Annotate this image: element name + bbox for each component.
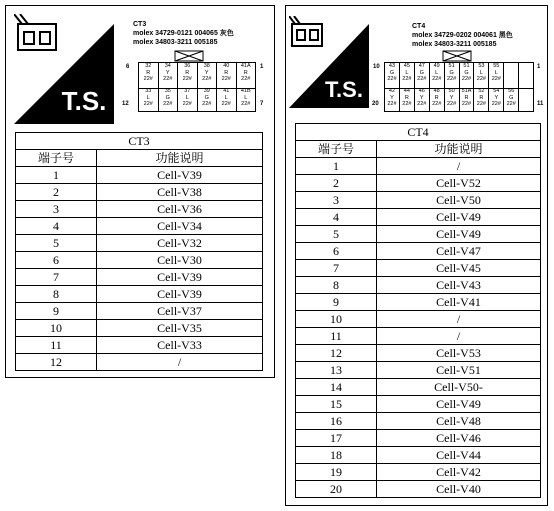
terminal-number: 8 [296,277,377,294]
table-row [16,269,263,286]
table-row [16,337,263,354]
pin-cell: 39 G 22# [198,88,218,112]
table-row [16,252,263,269]
terminal-number: 5 [16,235,97,252]
table-row [16,320,263,337]
pin-cell: 55 L 22# [489,63,504,88]
function-description: Cell-V39 [97,269,263,286]
terminal-number: 18 [296,447,377,464]
pin-cell: 41B L 22# [240,88,251,107]
side-number-right-top: 1 [260,64,264,70]
function-description: Cell-V51 [377,362,541,379]
terminal-number: 4 [16,218,97,235]
function-description: Cell-V38 [97,184,263,201]
connector-part-line-2: molex 34803-3211 005185 [412,41,497,48]
pin-cell: 41A R 22# [240,63,251,82]
ts-logo [14,14,114,124]
table-row [296,260,541,277]
table-row [296,447,541,464]
terminal-number: 17 [296,430,377,447]
table-row [296,345,541,362]
table-row [296,175,541,192]
col-header-terminal: 端子号 [16,150,97,167]
pin-diagram [138,62,256,112]
table-row [296,379,541,396]
ts-logo [289,16,369,108]
function-description: Cell-V35 [97,320,263,337]
table-row [296,294,541,311]
terminal-number: 11 [16,337,97,354]
function-description: Cell-V39 [97,167,263,184]
connector-part-line-1: molex 34729-0202 004061 黑色 [412,32,513,39]
pin-function-table [15,132,263,371]
pin-cell: 51 G 22# [445,63,460,88]
function-description: Cell-V53 [377,345,541,362]
connector-title [412,22,513,49]
connector-name: CT4 [412,23,426,30]
side-number-right-bottom: 7 [260,101,264,107]
col-header-function: 功能说明 [97,150,263,167]
logo-text: T.S. [325,77,363,102]
pin-cell: 53 L 22# [474,63,489,88]
terminal-number: 14 [296,379,377,396]
function-description: Cell-V32 [97,235,263,252]
connector-title [133,20,234,47]
terminal-number: 19 [296,464,377,481]
connector-latch-icon [174,50,204,62]
table-row [296,362,541,379]
function-description: Cell-V50 [377,192,541,209]
function-description: Cell-V33 [97,337,263,354]
col-header-terminal: 端子号 [296,141,377,158]
pin-cell: 38 Y 22# [198,63,218,88]
pin-row-top [385,63,533,89]
function-description: Cell-V49 [377,209,541,226]
terminal-number: 6 [296,243,377,260]
pin-cell: 50 Y 22# [445,88,460,112]
function-description: Cell-V52 [377,175,541,192]
connector-part-line-2: molex 34803-3211 005185 [133,39,218,46]
terminal-number: 9 [16,303,97,320]
ts-logo-graphic [14,14,114,124]
table-row [296,158,541,175]
pin-cell: 46 Y 22# [415,88,430,112]
terminal-number: 11 [296,328,377,345]
function-description: / [377,328,541,345]
table-row [296,396,541,413]
pin-diagram [384,62,534,112]
table-row [296,311,541,328]
function-description: Cell-V50- [377,379,541,396]
connector-latch-icon [442,50,472,62]
table-row [16,303,263,320]
logo-text: T.S. [61,86,107,116]
table-row [296,243,541,260]
table-row [16,218,263,235]
pin-cell: 47 G 22# [415,63,430,88]
table-row [296,413,541,430]
table-row [296,277,541,294]
table-row [296,481,541,498]
pin-cell: 52 R 22# [474,88,489,112]
side-number-left-bottom: 12 [122,101,129,107]
pin-cell: 51A R 22# [460,88,475,112]
side-number-left-top: 6 [126,64,130,70]
terminal-number: 10 [16,320,97,337]
pin-cell: 49 L 22# [430,63,445,88]
pin-cell: 45 L 22# [400,63,415,88]
pin-cell: 48 R 22# [430,88,445,112]
function-description: / [97,354,263,371]
pin-cell: 40 R 22# [217,63,237,88]
pin-cell: 54 Y 22# [489,88,504,112]
terminal-number: 7 [296,260,377,277]
terminal-number: 20 [296,481,377,498]
pin-cell: 32 R 22# [139,63,159,88]
pin-cell: 41 L 22# [217,88,237,112]
function-description: Cell-V49 [377,226,541,243]
terminal-number: 13 [296,362,377,379]
function-description: Cell-V49 [377,396,541,413]
table-row [296,464,541,481]
connector-part-line-1: molex 34729-0121 004065 灰色 [133,30,234,37]
function-description: Cell-V42 [377,464,541,481]
terminal-number: 3 [296,192,377,209]
pin-cell: 51 G 22# [460,63,475,88]
pin-cell: 43 G 22# [385,63,400,88]
pin-row-top [139,63,255,89]
terminal-number: 16 [296,413,377,430]
pin-cell: 35 G 22# [159,88,179,112]
terminal-number: 7 [16,269,97,286]
function-description: Cell-V30 [97,252,263,269]
function-description: Cell-V47 [377,243,541,260]
function-description: / [377,158,541,175]
terminal-number: 10 [296,311,377,328]
terminal-number: 6 [16,252,97,269]
terminal-number: 15 [296,396,377,413]
function-description: Cell-V46 [377,430,541,447]
terminal-number: 4 [296,209,377,226]
function-description: Cell-V39 [97,286,263,303]
function-description: Cell-V41 [377,294,541,311]
terminal-number: 8 [16,286,97,303]
terminal-number: 9 [296,294,377,311]
function-description: Cell-V45 [377,260,541,277]
function-description: Cell-V34 [97,218,263,235]
terminal-number: 5 [296,226,377,243]
table-row [296,192,541,209]
pin-cell: 33 L 22# [139,88,159,112]
ts-logo-graphic [289,16,369,108]
terminal-number: 12 [296,345,377,362]
side-number-left-top: 10 [373,64,380,70]
table-row [16,235,263,252]
pin-cell: 36 R 22# [178,63,198,88]
ct4-panel [285,5,548,506]
side-number-left-bottom: 20 [372,101,379,107]
terminal-number: 12 [16,354,97,371]
function-description: Cell-V43 [377,277,541,294]
ct3-panel [5,5,275,378]
function-description: Cell-V36 [97,201,263,218]
pin-cell: 42 Y 22# [385,88,400,112]
table-caption: CT4 [296,124,541,141]
function-description: Cell-V40 [377,481,541,498]
function-description: Cell-V37 [97,303,263,320]
pin-cell [519,88,533,112]
pin-cell: 56 G 22# [504,88,519,112]
pin-cell: 44 R 22# [400,88,415,112]
terminal-number: 2 [16,184,97,201]
pin-cell: 34 Y 22# [159,63,179,88]
table-row [16,184,263,201]
side-number-right-bottom: 11 [537,101,544,107]
terminal-number: 1 [296,158,377,175]
terminal-number: 3 [16,201,97,218]
function-description: Cell-V44 [377,447,541,464]
pin-cell [519,63,533,88]
function-description: / [377,311,541,328]
pin-cell: 37 L 22# [178,88,198,112]
pin-cell [504,63,519,88]
table-row [16,286,263,303]
table-row [16,167,263,184]
side-number-right-top: 1 [537,64,541,70]
pin-row-bottom [139,88,255,112]
pin-row-bottom [385,88,533,112]
table-row [296,226,541,243]
table-row [296,328,541,345]
col-header-function: 功能说明 [377,141,541,158]
table-row [16,354,263,371]
function-description: Cell-V48 [377,413,541,430]
terminal-number: 1 [16,167,97,184]
table-row [296,430,541,447]
table-row [16,201,263,218]
table-row [296,209,541,226]
pin-function-table [295,123,541,498]
terminal-number: 2 [296,175,377,192]
connector-name: CT3 [133,21,147,28]
table-caption: CT3 [16,133,263,150]
